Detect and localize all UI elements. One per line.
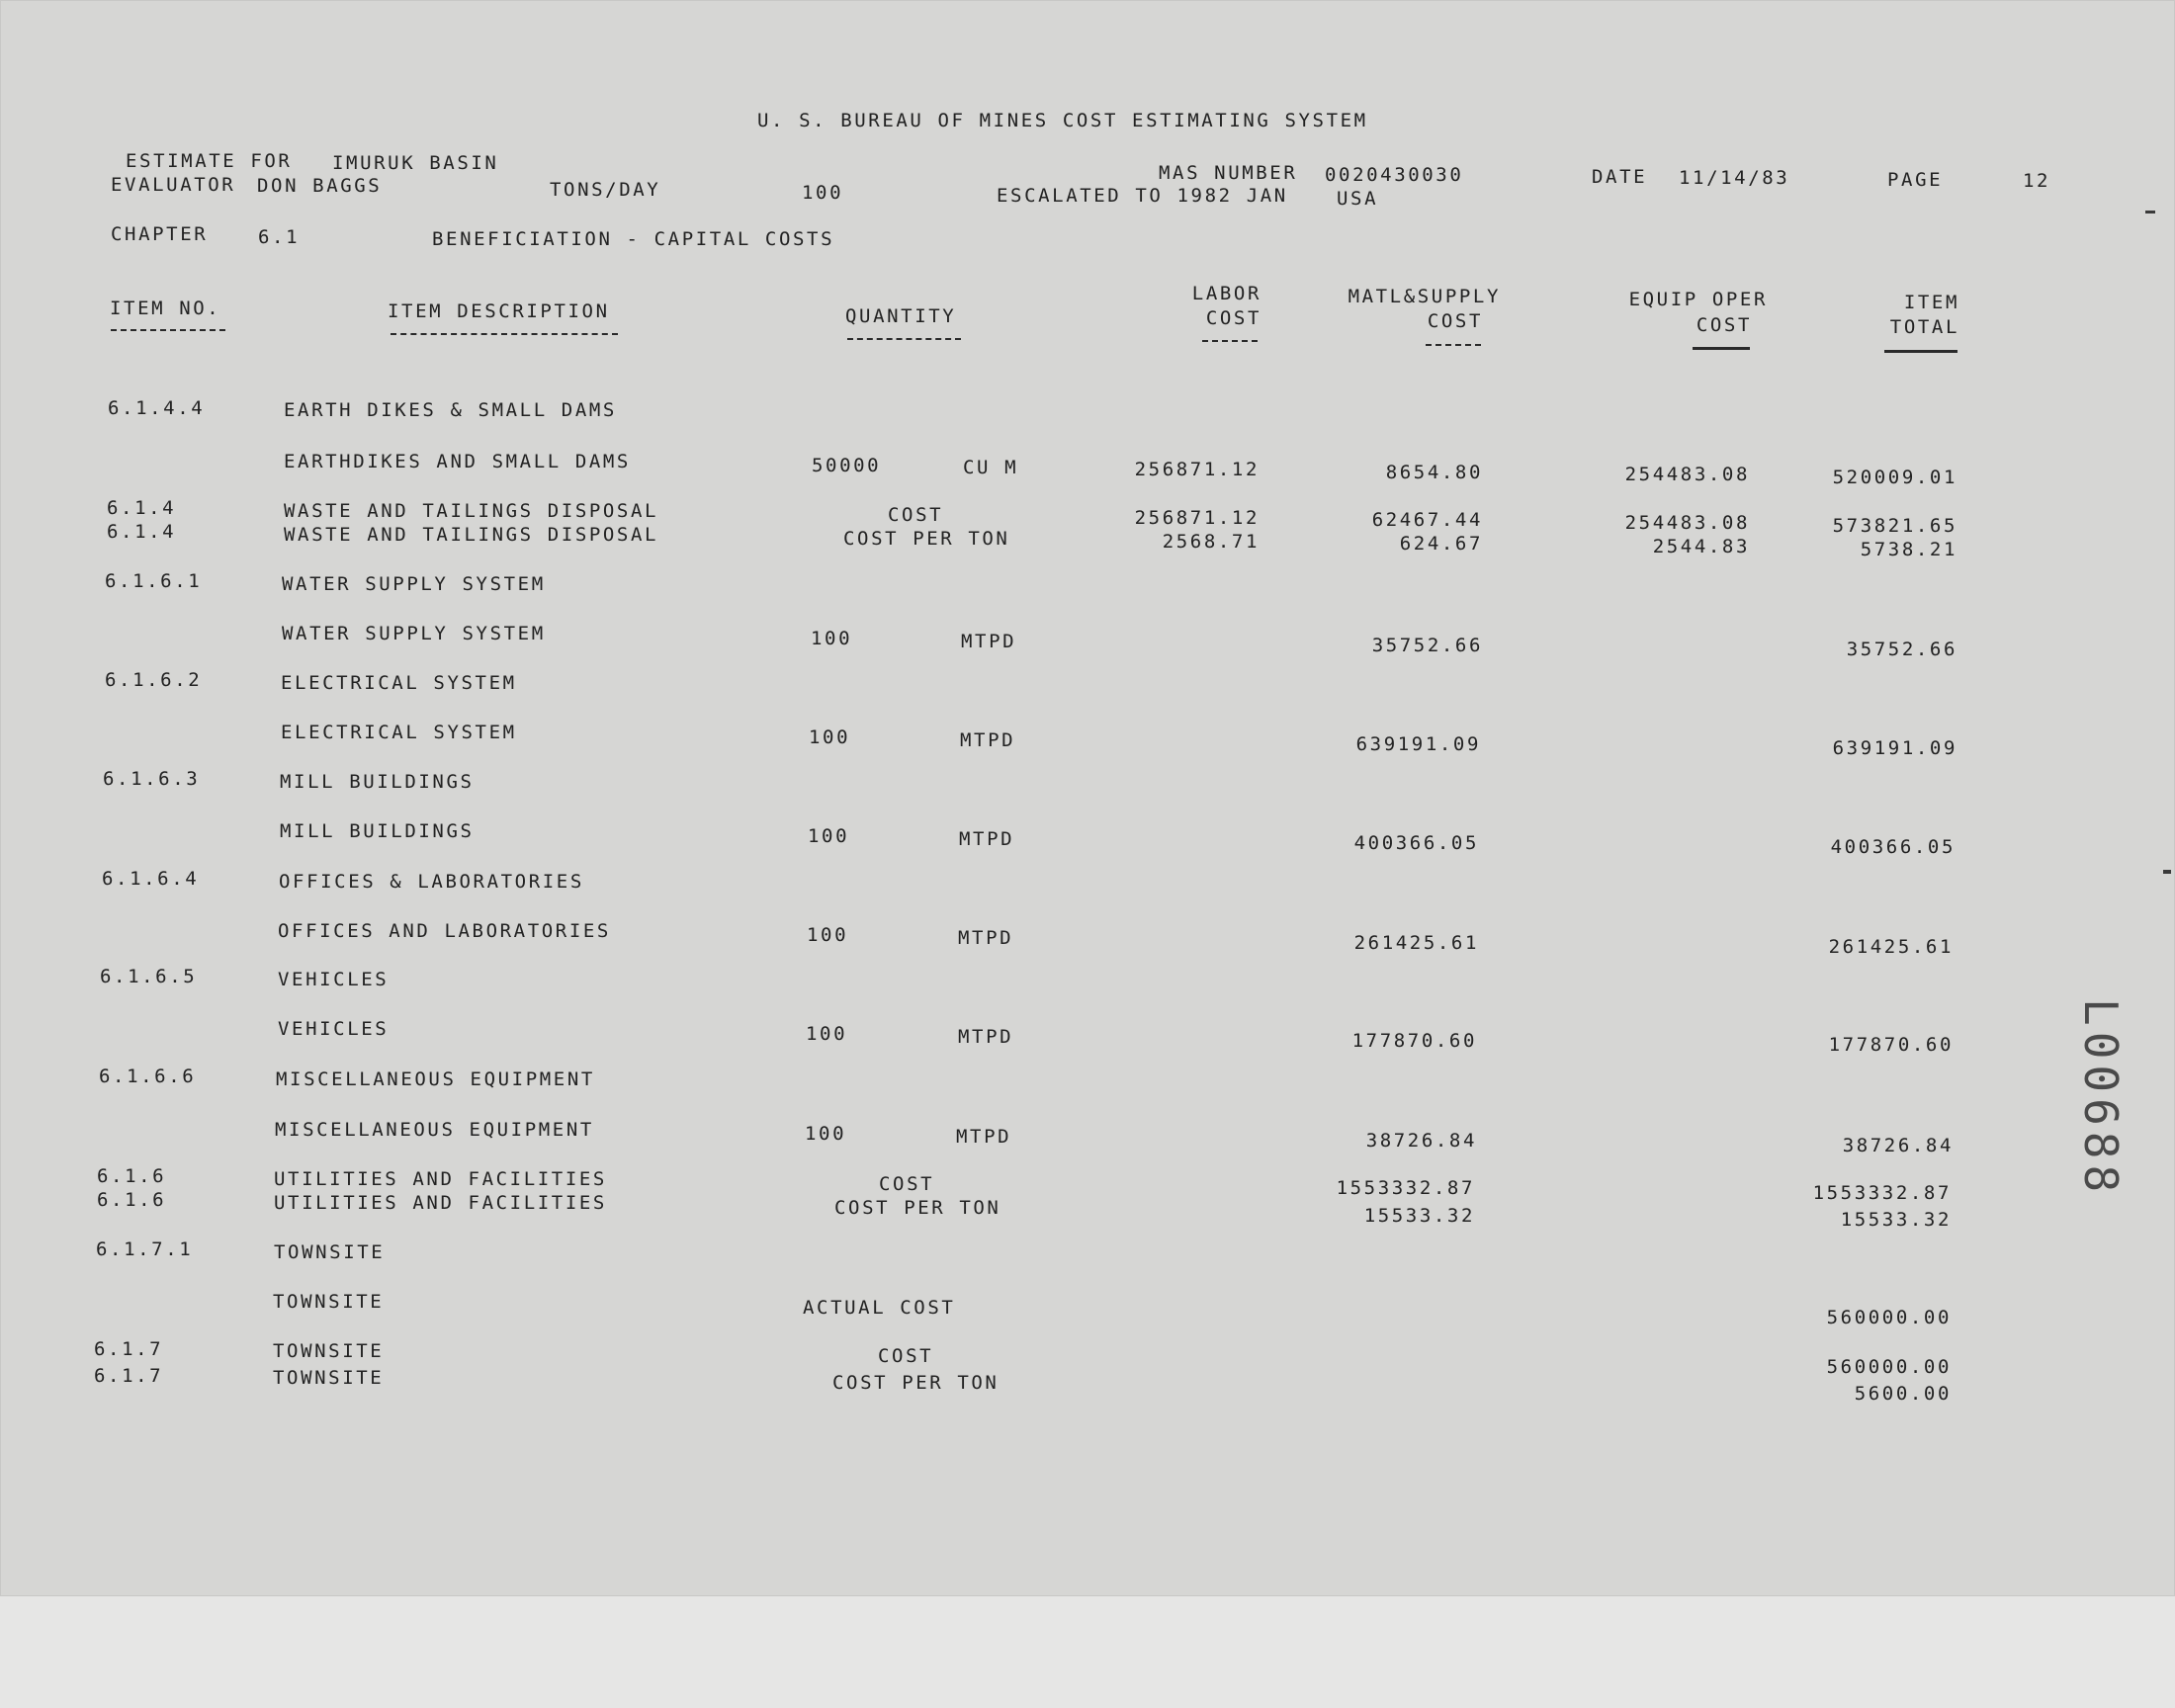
item-description: TOWNSITE xyxy=(273,1367,385,1389)
item-description: ELECTRICAL SYSTEM xyxy=(281,672,517,694)
mas-value: 0020430030 xyxy=(1325,164,1464,186)
col-quantity-underline xyxy=(847,338,961,340)
matl-supply-cost: 62467.44 xyxy=(1371,509,1483,531)
report-title: U. S. BUREAU OF MINES COST ESTIMATING SYSTEM xyxy=(757,110,1368,131)
item-number: 6.1.4.4 xyxy=(108,397,206,419)
item-description: TOWNSITE xyxy=(274,1241,386,1263)
estimate-label: ESTIMATE FOR xyxy=(126,150,293,172)
page-number: 12 xyxy=(2023,170,2051,192)
item-description: OFFICES AND LABORATORIES xyxy=(278,920,611,942)
estimate-value: IMURUK BASIN xyxy=(332,152,499,174)
quantity-value: 100 xyxy=(806,1023,848,1045)
matl-supply-cost: 1553332.87 xyxy=(1336,1177,1475,1199)
date-label: DATE xyxy=(1592,166,1648,188)
col-matl-underline xyxy=(1426,344,1481,346)
quantity-label: COST PER TON xyxy=(832,1372,1000,1394)
item-description: VEHICLES xyxy=(278,1018,390,1040)
item-description: MISCELLANEOUS EQUIPMENT xyxy=(276,1068,595,1090)
edge-tick xyxy=(2145,211,2155,214)
item-number: 6.1.4 xyxy=(107,497,177,519)
quantity-unit: MTPD xyxy=(956,1126,1012,1148)
item-total: 573821.65 xyxy=(1832,515,1958,537)
item-number: 6.1.6.2 xyxy=(105,669,203,691)
col-item-no: ITEM NO. xyxy=(110,298,221,319)
item-number: 6.1.4 xyxy=(107,521,177,543)
item-total: 1553332.87 xyxy=(1812,1182,1952,1204)
item-number: 6.1.6 xyxy=(97,1165,167,1187)
labor-cost: 256871.12 xyxy=(1134,507,1260,529)
item-total: 177870.60 xyxy=(1828,1034,1954,1056)
matl-supply-cost: 400366.05 xyxy=(1353,832,1479,854)
quantity-unit: MTPD xyxy=(960,729,1016,751)
scan-margin xyxy=(0,1596,2175,1708)
quantity-unit: MTPD xyxy=(961,631,1017,652)
col-item-description-underline xyxy=(391,333,618,335)
item-description: MILL BUILDINGS xyxy=(280,820,475,842)
item-number: 6.1.6.4 xyxy=(102,868,200,890)
item-total: 560000.00 xyxy=(1826,1356,1952,1378)
evaluator-value: DON BAGGS xyxy=(257,175,383,197)
item-total: 35752.66 xyxy=(1846,639,1958,660)
equip-oper-cost: 254483.08 xyxy=(1624,512,1750,534)
quantity-label: COST PER TON xyxy=(843,528,1010,550)
labor-cost: 2568.71 xyxy=(1162,531,1260,553)
item-total: 639191.09 xyxy=(1832,737,1958,759)
col-item-description: ITEM DESCRIPTION xyxy=(388,300,610,322)
col-labor-line2: COST xyxy=(1205,307,1262,329)
item-description: MILL BUILDINGS xyxy=(280,771,475,793)
equip-oper-cost: 2544.83 xyxy=(1652,536,1750,557)
quantity-unit: MTPD xyxy=(958,1026,1014,1048)
item-description: WATER SUPPLY SYSTEM xyxy=(282,573,546,595)
matl-supply-cost: 177870.60 xyxy=(1351,1030,1477,1052)
matl-supply-cost: 639191.09 xyxy=(1355,733,1481,755)
chapter-number: 6.1 xyxy=(258,226,301,248)
col-equip-underline xyxy=(1693,347,1750,350)
item-description: TOWNSITE xyxy=(273,1340,385,1362)
tons-value: 100 xyxy=(802,182,844,204)
escalated-label: ESCALATED TO 1982 JAN xyxy=(997,185,1288,207)
item-description: OFFICES & LABORATORIES xyxy=(279,871,584,893)
labor-cost: 256871.12 xyxy=(1134,459,1260,480)
item-total: 261425.61 xyxy=(1828,936,1954,958)
chapter-title: BENEFICIATION - CAPITAL COSTS xyxy=(432,228,835,250)
quantity-label: COST xyxy=(878,1345,934,1367)
col-item-no-underline xyxy=(111,329,225,331)
col-quantity: QUANTITY xyxy=(845,305,957,327)
quantity-value: 100 xyxy=(811,628,853,649)
tons-label: TONS/DAY xyxy=(550,179,661,201)
quantity-unit: MTPD xyxy=(959,828,1015,850)
quantity-label: ACTUAL COST xyxy=(803,1297,956,1319)
page-label: PAGE xyxy=(1887,169,1944,191)
edge-tick xyxy=(2163,870,2171,874)
chapter-label: CHAPTER xyxy=(111,223,209,245)
item-total: 5600.00 xyxy=(1854,1383,1952,1405)
item-total: 38726.84 xyxy=(1842,1135,1954,1156)
col-labor-underline xyxy=(1202,340,1258,342)
quantity-unit: MTPD xyxy=(958,927,1014,949)
quantity-label: COST xyxy=(879,1173,935,1195)
col-matl-line2: COST xyxy=(1427,310,1483,332)
item-description: WATER SUPPLY SYSTEM xyxy=(282,623,546,644)
quantity-value: 100 xyxy=(805,1123,847,1145)
quantity-label: COST PER TON xyxy=(834,1197,1001,1219)
item-number: 6.1.7.1 xyxy=(96,1238,194,1260)
matl-supply-cost: 35752.66 xyxy=(1371,635,1483,656)
item-description: ELECTRICAL SYSTEM xyxy=(281,722,517,743)
item-description: UTILITIES AND FACILITIES xyxy=(274,1168,607,1190)
item-description: TOWNSITE xyxy=(273,1291,385,1313)
item-total: 5738.21 xyxy=(1860,539,1958,560)
item-description: WASTE AND TAILINGS DISPOSAL xyxy=(284,524,659,546)
item-number: 6.1.6.3 xyxy=(103,768,201,790)
item-description: EARTH DIKES & SMALL DAMS xyxy=(284,399,617,421)
country-value: USA xyxy=(1337,188,1379,210)
item-description: EARTHDIKES AND SMALL DAMS xyxy=(284,451,631,472)
item-number: 6.1.6 xyxy=(97,1189,167,1211)
col-matl-line1: MATL&SUPPLY xyxy=(1348,286,1501,307)
quantity-label: COST xyxy=(888,504,944,526)
item-number: 6.1.7 xyxy=(94,1365,164,1387)
equip-oper-cost: 254483.08 xyxy=(1624,464,1750,485)
quantity-value: 100 xyxy=(809,726,851,748)
item-total: 520009.01 xyxy=(1832,467,1958,488)
evaluator-label: EVALUATOR xyxy=(111,174,236,196)
item-total: 15533.32 xyxy=(1840,1209,1952,1231)
col-total-line2: TOTAL xyxy=(1889,316,1959,338)
mas-label: MAS NUMBER xyxy=(1159,162,1298,184)
quantity-value: 100 xyxy=(807,924,849,946)
item-total: 560000.00 xyxy=(1826,1307,1952,1328)
item-number: 6.1.6.6 xyxy=(99,1066,197,1087)
handwritten-side-mark: L00688 xyxy=(2074,998,2128,1199)
item-number: 6.1.6.5 xyxy=(100,966,198,987)
col-equip-line2: COST xyxy=(1696,314,1752,336)
matl-supply-cost: 261425.61 xyxy=(1353,932,1479,954)
item-description: UTILITIES AND FACILITIES xyxy=(274,1192,607,1214)
col-total-line1: ITEM xyxy=(1903,292,1959,313)
matl-supply-cost: 38726.84 xyxy=(1365,1130,1477,1152)
matl-supply-cost: 624.67 xyxy=(1399,533,1483,555)
col-total-underline xyxy=(1884,350,1958,353)
item-number: 6.1.6.1 xyxy=(105,570,203,592)
quantity-value: 100 xyxy=(808,825,850,847)
matl-supply-cost: 8654.80 xyxy=(1385,462,1483,483)
item-description: WASTE AND TAILINGS DISPOSAL xyxy=(284,500,659,522)
item-description: MISCELLANEOUS EQUIPMENT xyxy=(275,1119,594,1141)
matl-supply-cost: 15533.32 xyxy=(1363,1205,1475,1227)
date-value: 11/14/83 xyxy=(1679,167,1790,189)
quantity-value: 50000 xyxy=(812,455,882,476)
item-description: VEHICLES xyxy=(278,969,390,990)
col-equip-line1: EQUIP OPER xyxy=(1628,289,1768,310)
item-total: 400366.05 xyxy=(1830,836,1956,858)
quantity-unit: CU M xyxy=(963,457,1019,478)
item-number: 6.1.7 xyxy=(94,1338,164,1360)
col-labor-line1: LABOR xyxy=(1191,283,1262,304)
